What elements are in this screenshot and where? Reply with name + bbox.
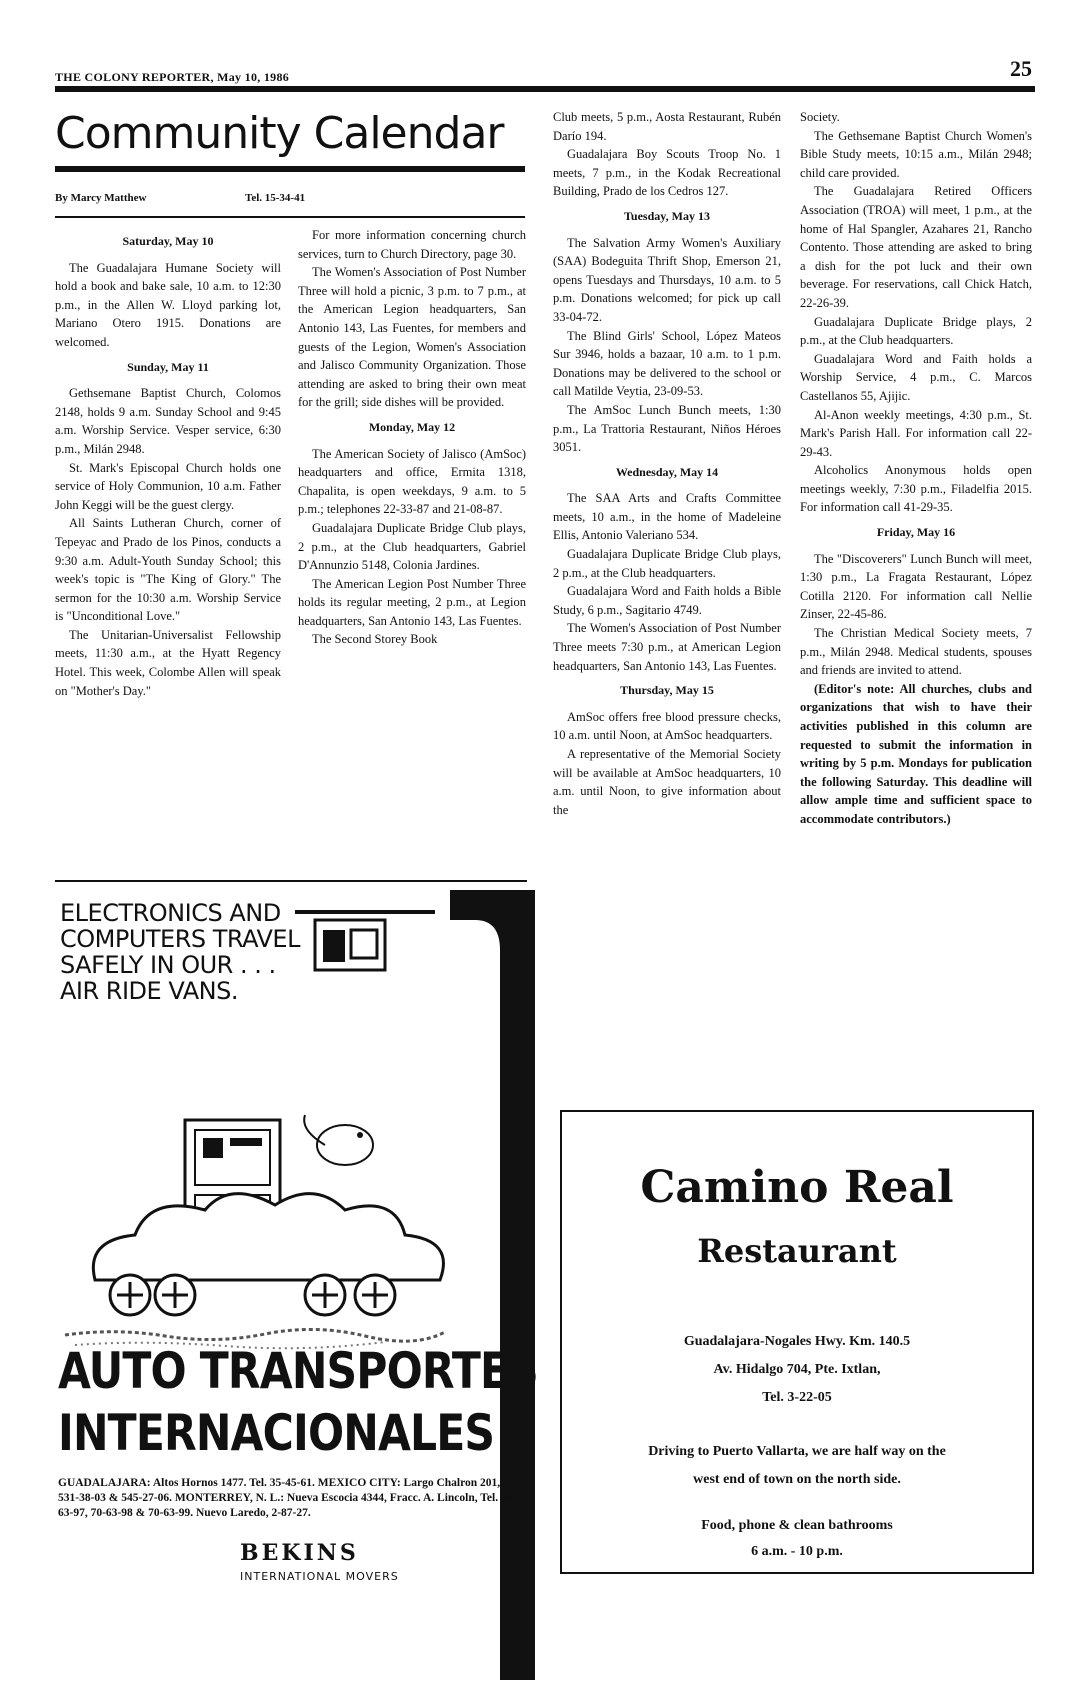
restaurant-address-1: Guadalajara-Nogales Hwy. Km. 140.5 [683, 1334, 911, 1349]
header-rule [55, 86, 1035, 92]
byline-rule [55, 216, 525, 218]
calendar-entry: Guadalajara Duplicate Bridge plays, 2 p.m., at the Club headquarters. [800, 314, 1032, 348]
calendar-entry: St. Mark's Episcopal Church holds one service of Holy Communion, 10 a.m. Father John Keggi will be the guest clergy. [55, 460, 281, 512]
calendar-entry: Gethsemane Baptist Church, Colomos 2148, holds 9 a.m. Sunday School and 9:45 a.m. Worship Service. Vesper service, 6:30 p.m., Milán 2948. [55, 386, 281, 456]
movers-company-line-2: INTERNACIONALES [58, 1404, 495, 1462]
day-heading: Wednesday, May 14 [615, 464, 719, 479]
calendar-entry: The Salvation Army Women's Auxiliary (SAA) Bodeguita Thrift Shop, Emerson 21, opens Tuesdays and Thursdays, 10 a.m. to 5 p.m. Donations welcomed; for pick up call 33-04-72. [553, 235, 781, 324]
calendar-entry: Guadalajara Word and Faith holds a Bible Study, 6 p.m., Sagitario 4749. [553, 584, 781, 617]
editors-note: (Editor's note: All churches, clubs and organizations that wish to have their activities published in this column are requested to submit the information in writing by 5 p.m. Mondays for publication the following Saturday. This deadline will allow ample time and sufficient space to accommodate contributors.) [800, 681, 1032, 826]
calendar-entry: Club meets, 5 p.m., Aosta Restaurant, Rubén Darío 194. [553, 110, 781, 143]
movers-brand: BEKINS [240, 1540, 359, 1566]
calendar-entry: Alcoholics Anonymous holds open meetings weekly, 7:30 p.m., Filadelfia 2015. For information call 41-29-35. [800, 463, 1032, 515]
day-heading: Tuesday, May 13 [624, 208, 710, 223]
calendar-entry: The SAA Arts and Crafts Committee meets, 10 a.m., in the home of Madeleine Ellis, Antonio Valeriano 534. [553, 491, 781, 543]
movers-company-line-1: AUTO TRANSPORTES [58, 1342, 538, 1400]
calendar-title: Community Calendar [55, 108, 504, 159]
calendar-entry: The Second Storey Book [312, 632, 438, 647]
calendar-entry: Guadalajara Word and Faith holds a Worship Service, 4 p.m., C. Marcos Castellanos 55, Ajijic. [800, 351, 1032, 403]
restaurant-hours: 6 a.m. - 10 p.m. [751, 1544, 843, 1559]
day-heading: Monday, May 12 [368, 419, 456, 434]
calendar-entry: Guadalajara Boy Scouts Troop No. 1 meets, 7 p.m., in the Kodak Recreational Building, Prado de los Cedros 127. [553, 147, 781, 199]
calendar-entry: Society. [800, 110, 840, 124]
calendar-column-4 [800, 108, 1032, 829]
calendar-entry: The Women's Association of Post Number Three will hold a picnic, 3 p.m. to 7 p.m., at the American Legion headquarters, San Antonio 143, Las Fuentes, for members and guests of the Legion, Women's Association and Jalisco Community Organization. Those attending are asked to bring their own meat for the grill; side dishes will be provided. [298, 265, 526, 410]
calendar-entry: AmSoc offers free blood pressure checks, 10 a.m. until Noon, at AmSoc headquarters. [553, 709, 781, 743]
day-heading: Thursday, May 15 [620, 683, 714, 698]
restaurant-amenities: Food, phone & clean bathrooms [701, 1518, 893, 1533]
calendar-column-1 [55, 226, 281, 700]
movers-headline [60, 900, 300, 1004]
day-heading: Saturday, May 10 [122, 234, 214, 248]
calendar-entry: All Saints Lutheran Church, corner of Tepeyac and Prado de los Pinos, conducts a 9:30 a.m. Adult-Youth Sunday School; this week's topic is "The King of Glory." The sermon for the 10:30 a.m. Worship Service is "Unconditional Love." [55, 516, 281, 624]
byline [55, 192, 525, 204]
calendar-column-3 [553, 108, 781, 819]
calendar-entry: The Guadalajara Retired Officers Association (TROA) will meet, 1 p.m., at the home of Hal Spangler, Azahares 21, Rancho Contento. Those attending are asked to bring a dish for the pot luck and their own beverage. For reservations, call Chick Hatch, 22-26-39. [800, 184, 1032, 310]
restaurant-tagline-2: west end of town on the north side. [693, 1472, 901, 1487]
restaurant-name: Camino Real [640, 1162, 954, 1213]
restaurant-advertisement [560, 1110, 1034, 1574]
restaurant-subtitle: Restaurant [697, 1232, 897, 1270]
calendar-bottom-rule [55, 880, 527, 882]
restaurant-phone: Tel. 3-22-05 [762, 1390, 832, 1405]
calendar-entry: A representative of the Memorial Society will be available at AmSoc headquarters, 10 a.m. until Noon, to give information about the [553, 747, 781, 817]
calendar-entry: The American Legion Post Number Three holds its regular meeting, 2 p.m., at Legion headquarters, San Antonio 143, Las Fuentes. [298, 576, 526, 628]
movers-contact: GUADALAJARA: Altos Hornos 1477. Tel. 35-45-61. MEXICO CITY: Largo Chalron 201, Tel. 531-38-03 & 545-27-06. MONTERREY, N. L.: Nueva Escocia 4344, Fracc. A. Lincoln, Tel. 70-63-97, 70-63-98 & 70-63-99. Nuevo Laredo, 2-87-27. [58, 1477, 521, 1519]
day-heading: Sunday, May 11 [127, 359, 209, 374]
restaurant-tagline-1: Driving to Puerto Vallarta, we are half way on the [648, 1444, 946, 1459]
publication-header: THE COLONY REPORTER, May 10, 1986 [55, 70, 290, 84]
calendar-entry: Guadalajara Duplicate Bridge Club plays, 2 p.m., at the Club headquarters. [553, 547, 781, 580]
calendar-entry: The Guadalajara Humane Society will hold a book and bake sale, 10 a.m. to 12:30 p.m., in the Allen W. Lloyd parking lot, Mariano Otero 1915. Donations are welcomed. [55, 260, 281, 349]
calendar-entry: Guadalajara Duplicate Bridge Club plays, 2 p.m., at the Club headquarters, Gabriel D'Annunzio 5148, Colonia Jardines. [298, 520, 526, 573]
page-number: 25 [1010, 56, 1032, 81]
calendar-entry: For more information concerning church services, turn to Church Directory, page 30. [298, 228, 526, 261]
calendar-entry: The AmSoc Lunch Bunch meets, 1:30 p.m., La Trattoria Restaurant, Niños Héroes 3051. [553, 402, 781, 455]
calendar-entry: The Gethsemane Baptist Church Women's Bible Study meets, 10:15 a.m., Milán 2948; child care provided. [800, 128, 1032, 180]
movers-headline-line-4: AIR RIDE VANS. [60, 977, 238, 1005]
byline-author: By Marcy Matthew [55, 192, 147, 204]
restaurant-address-2: Av. Hidalgo 704, Pte. Ixtlan, [713, 1362, 881, 1377]
movers-headline-line-1: ELECTRONICS AND [60, 899, 281, 927]
calendar-column-2 [298, 226, 526, 649]
calendar-entry: The Christian Medical Society meets, 7 p.m., Milán 2948. Medical students, spouses and friends are invited to attend. [800, 626, 1032, 678]
day-heading: Friday, May 16 [876, 525, 956, 540]
calendar-entry: The Unitarian-Universalist Fellowship meets, 11:30 a.m., at the Hyatt Regency Hotel. This week, Colombe Allen will speak on "Mother's Day." [55, 627, 281, 698]
calendar-entry: The Blind Girls' School, López Mateos Sur 3946, holds a bazaar, 10 a.m. to 1 p.m. Donations may be delivered to the school or call Matilde Veytia, 23-09-53. [553, 328, 781, 399]
movers-brand-sub: INTERNATIONAL MOVERS [240, 1570, 399, 1583]
movers-headline-line-3: SAFELY IN OUR . . . [60, 951, 276, 979]
calendar-entry: The "Discoverers" Lunch Bunch will meet, 1:30 p.m., La Fragata Restaurant, López Cotilla 2120. For information call Nellie Zinser, 22-45-86. [800, 551, 1032, 622]
movers-headline-line-2: COMPUTERS TRAVEL [60, 925, 300, 953]
calendar-entry: The American Society of Jalisco (AmSoc) headquarters and office, Ermita 1318, Chapalita, is open weekdays, 9 a.m. to 5 p.m.; telephones 22-33-87 and 21-08-87. [298, 446, 526, 517]
calendar-entry: The Women's Association of Post Number Three meets 7:30 p.m., at American Legion headquarters, San Antonio 143, Las Fuentes. [553, 621, 781, 673]
title-rule [55, 166, 525, 172]
byline-tel: Tel. 15-34-41 [245, 192, 306, 204]
calendar-entry: Al-Anon weekly meetings, 4:30 p.m., St. Mark's Parish Hall. For information call 22-29-43. [800, 407, 1032, 459]
